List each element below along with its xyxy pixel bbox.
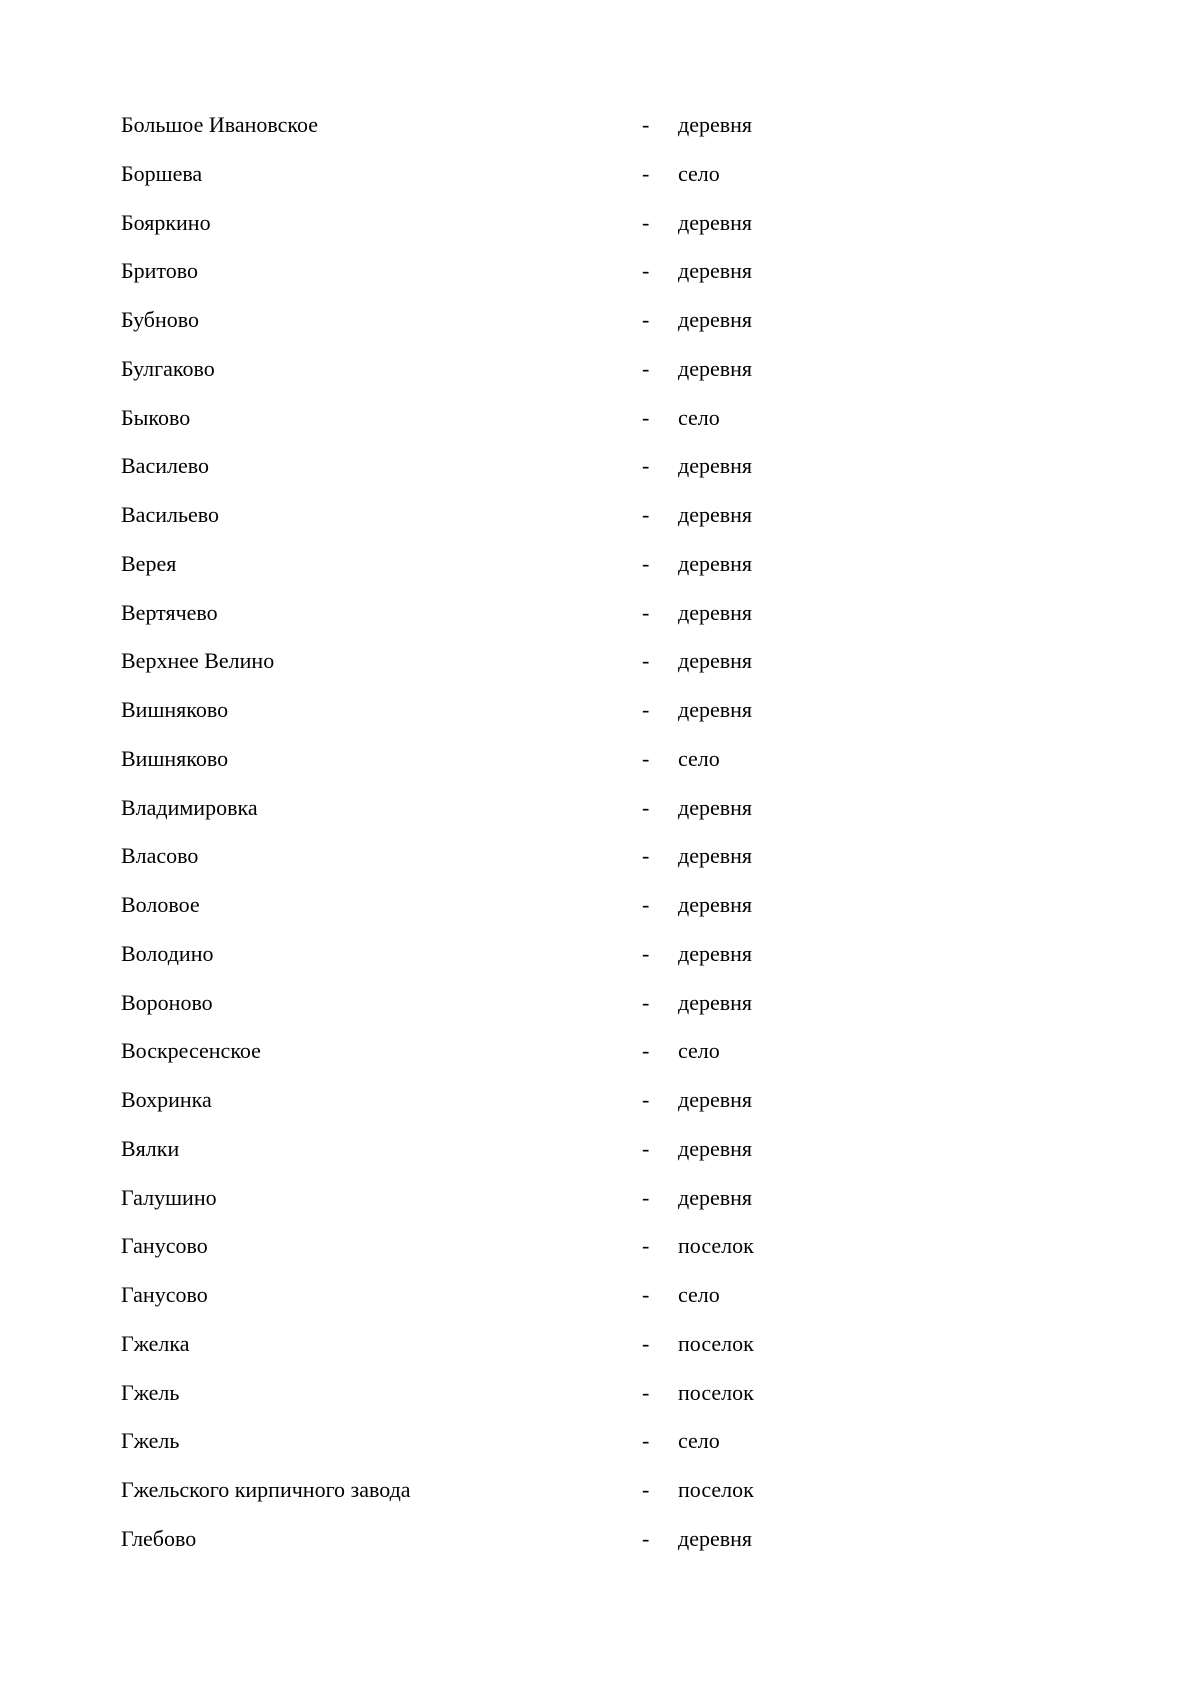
- settlement-type: деревня: [678, 258, 753, 284]
- separator-dash: -: [642, 1330, 650, 1356]
- settlement-name: Вороново: [121, 989, 213, 1015]
- settlement-name: Верхнее Велино: [121, 648, 275, 674]
- separator-dash: -: [642, 1233, 650, 1259]
- settlement-type: деревня: [678, 843, 753, 869]
- separator-dash: -: [642, 697, 650, 722]
- settlement-type: село: [678, 160, 720, 186]
- settlement-name: Владимировка: [121, 794, 258, 820]
- list-item: [121, 982, 821, 1031]
- settlement-type: деревня: [678, 453, 753, 479]
- settlement-type: поселок: [678, 1379, 754, 1405]
- separator-dash: -: [642, 1184, 650, 1210]
- list-item: [121, 445, 821, 494]
- list-item: [121, 884, 821, 933]
- settlement-type: поселок: [678, 1330, 754, 1356]
- settlement-name: Гжельского кирпичного завода: [121, 1477, 411, 1502]
- settlement-type: деревня: [678, 307, 753, 332]
- settlement-name: Вишняково: [121, 697, 229, 722]
- list-item: [121, 397, 821, 446]
- list-item: [121, 835, 821, 884]
- list-item: [121, 104, 821, 153]
- settlement-name: Большое Ивановское: [121, 112, 318, 137]
- separator-dash: -: [642, 1477, 650, 1502]
- settlement-name: Глебово: [121, 1525, 197, 1551]
- settlement-type: деревня: [678, 502, 753, 527]
- settlement-name: Ганусово: [121, 1233, 208, 1259]
- list-item: [121, 543, 821, 592]
- settlement-name: Вохринка: [121, 1087, 212, 1112]
- separator-dash: -: [642, 1087, 650, 1112]
- separator-dash: -: [642, 209, 650, 235]
- settlement-name: Бубново: [121, 307, 199, 332]
- list-item: [121, 1518, 821, 1567]
- settlement-name: Бритово: [121, 258, 198, 284]
- settlement-type: деревня: [678, 209, 753, 235]
- settlement-type: деревня: [678, 648, 753, 674]
- settlement-type: поселок: [678, 1477, 754, 1502]
- list-item: [121, 1225, 821, 1274]
- settlement-type: деревня: [678, 1184, 753, 1210]
- list-item: [121, 1274, 821, 1323]
- separator-dash: -: [642, 307, 650, 332]
- separator-dash: -: [642, 112, 650, 137]
- separator-dash: -: [642, 1428, 650, 1454]
- list-item: [121, 689, 821, 738]
- list-item: [121, 1079, 821, 1128]
- settlement-name: Галушино: [121, 1184, 217, 1210]
- settlement-name: Вертячево: [121, 599, 218, 625]
- settlement-type: село: [678, 1428, 720, 1454]
- settlement-name: Ганусово: [121, 1282, 208, 1307]
- settlement-type: деревня: [678, 697, 753, 722]
- settlement-name: Власово: [121, 843, 199, 869]
- settlement-type: деревня: [678, 550, 753, 576]
- separator-dash: -: [642, 160, 650, 186]
- separator-dash: -: [642, 453, 650, 479]
- settlement-name: Боршева: [121, 160, 203, 186]
- settlement-type: деревня: [678, 355, 753, 381]
- settlement-name: Василево: [121, 453, 209, 479]
- settlement-type: деревня: [678, 112, 753, 137]
- separator-dash: -: [642, 258, 650, 284]
- list-item: [121, 640, 821, 689]
- separator-dash: -: [642, 404, 650, 430]
- separator-dash: -: [642, 892, 650, 917]
- settlement-type: деревня: [678, 1135, 753, 1161]
- list-item: [121, 1420, 821, 1469]
- settlement-name: Быково: [121, 404, 191, 430]
- list-item: [121, 738, 821, 787]
- list-item: [121, 787, 821, 836]
- separator-dash: -: [642, 599, 650, 625]
- separator-dash: -: [642, 1282, 650, 1307]
- separator-dash: -: [642, 794, 650, 820]
- settlement-type: село: [678, 1038, 720, 1064]
- separator-dash: -: [642, 502, 650, 527]
- settlement-name: Булгаково: [121, 355, 215, 381]
- list-item: [121, 1128, 821, 1177]
- list-item: [121, 348, 821, 397]
- settlement-name: Вишняково: [121, 745, 229, 771]
- settlement-name: Васильево: [121, 502, 219, 527]
- settlement-name: Вялки: [121, 1135, 180, 1161]
- settlement-name: Гжель: [121, 1428, 180, 1454]
- settlement-name: Гжель: [121, 1379, 180, 1405]
- separator-dash: -: [642, 745, 650, 771]
- list-item: [121, 494, 821, 543]
- separator-dash: -: [642, 1525, 650, 1551]
- settlement-name: Бояркино: [121, 209, 211, 235]
- list-item: [121, 250, 821, 299]
- separator-dash: -: [642, 355, 650, 381]
- settlement-type: деревня: [678, 940, 753, 966]
- list-item: [121, 1372, 821, 1421]
- settlement-type: деревня: [678, 1087, 753, 1112]
- separator-dash: -: [642, 1135, 650, 1161]
- list-item: [121, 153, 821, 202]
- list-item: [121, 1469, 821, 1518]
- settlement-name: Володино: [121, 940, 214, 966]
- separator-dash: -: [642, 550, 650, 576]
- settlement-type: деревня: [678, 989, 753, 1015]
- settlement-name: Верея: [121, 550, 177, 576]
- list-item: [121, 202, 821, 251]
- settlement-type: деревня: [678, 794, 753, 820]
- separator-dash: -: [642, 940, 650, 966]
- settlement-type: деревня: [678, 1525, 753, 1551]
- list-item: [121, 1030, 821, 1079]
- settlement-list: [121, 104, 821, 1567]
- list-item: [121, 1323, 821, 1372]
- list-item: [121, 933, 821, 982]
- list-item: [121, 299, 821, 348]
- settlement-type: деревня: [678, 599, 753, 625]
- settlement-name: Гжелка: [121, 1330, 190, 1356]
- settlement-type: деревня: [678, 892, 753, 917]
- separator-dash: -: [642, 1038, 650, 1064]
- separator-dash: -: [642, 843, 650, 869]
- list-item: [121, 592, 821, 641]
- settlement-type: село: [678, 745, 720, 771]
- settlement-type: село: [678, 404, 720, 430]
- settlement-name: Воскресенское: [121, 1038, 261, 1064]
- list-item: [121, 1177, 821, 1226]
- settlement-name: Воловое: [121, 892, 200, 917]
- settlement-type: поселок: [678, 1233, 754, 1259]
- separator-dash: -: [642, 648, 650, 674]
- separator-dash: -: [642, 989, 650, 1015]
- settlement-type: село: [678, 1282, 720, 1307]
- separator-dash: -: [642, 1379, 650, 1405]
